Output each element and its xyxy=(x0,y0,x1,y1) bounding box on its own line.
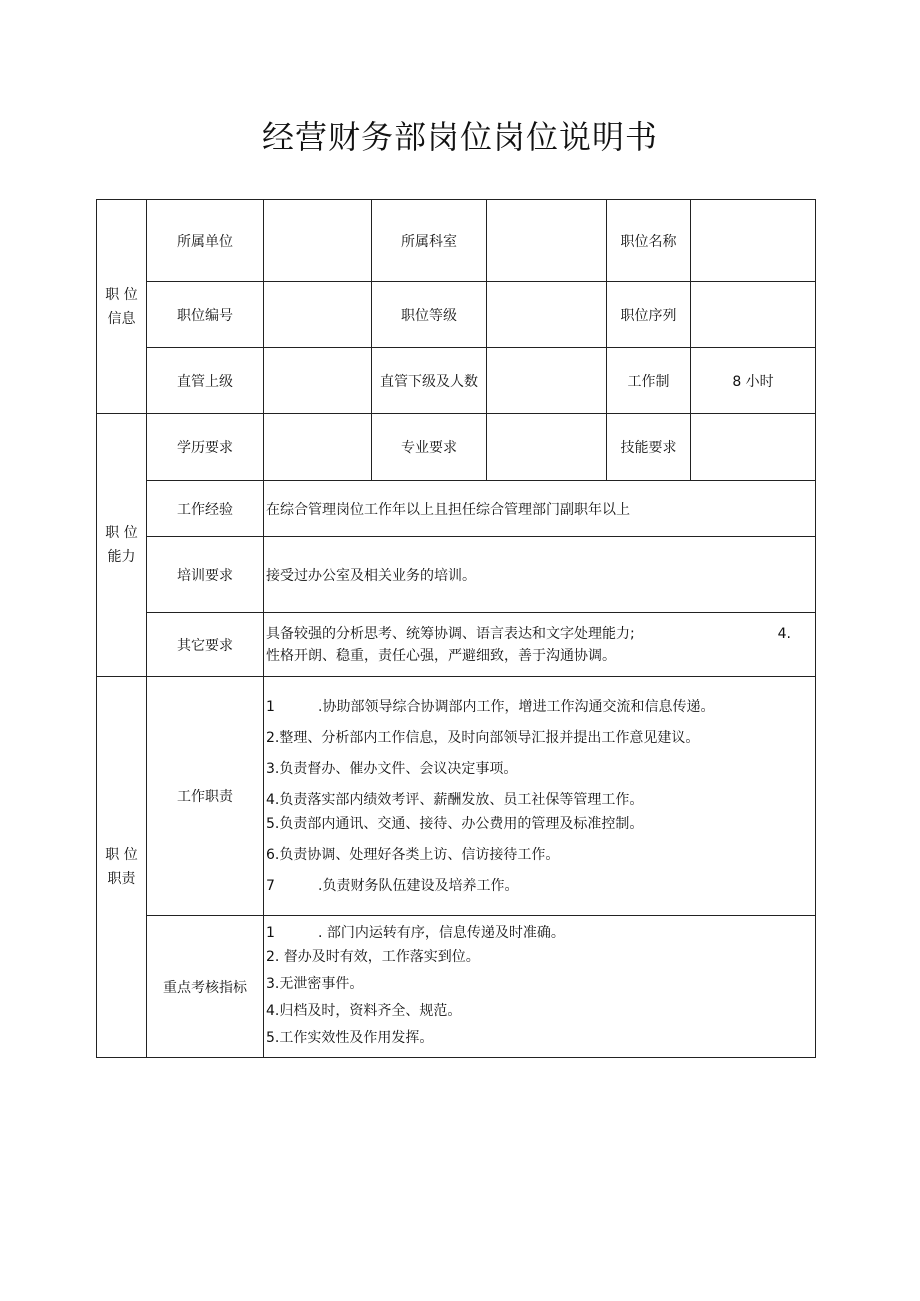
list-item: 2.整理、分析部内工作信息，及时向部领导汇报并提出工作意见建议。 xyxy=(266,729,700,746)
skill-label: 技能要求 xyxy=(607,414,691,481)
list-item: 6.负责协调、处理好各类上访、信访接待工作。 xyxy=(266,846,560,863)
list-item: 4.负责落实部内绩效考评、薪酬发放、员工社保等管理工作。 xyxy=(266,791,644,808)
subordinates-value[interactable] xyxy=(487,348,607,414)
list-item: 1 .协助部领导综合协调部内工作，增进工作沟通交流和信息传递。 xyxy=(266,698,715,715)
other-requirements-line-2: 性格开朗、稳重，责任心强，严避细致，善于沟通协调。 xyxy=(266,647,616,664)
kpi-list xyxy=(264,916,816,1058)
list-item: 5.工作实效性及作用发挥。 xyxy=(266,1030,434,1046)
supervisor-value[interactable] xyxy=(264,348,372,414)
section-label-ability: 职 位 能力 xyxy=(97,414,147,677)
education-value[interactable] xyxy=(264,414,372,481)
work-duties-label: 工作职责 xyxy=(147,677,264,916)
position-grade-value[interactable] xyxy=(487,282,607,348)
other-requirements-value[interactable] xyxy=(264,613,816,677)
experience-label: 工作经验 xyxy=(147,481,264,537)
major-label: 专业要求 xyxy=(372,414,487,481)
work-system-value[interactable]: 8 小时 xyxy=(691,348,816,414)
position-series-value[interactable] xyxy=(691,282,816,348)
training-label: 培训要求 xyxy=(147,537,264,613)
position-no-label: 职位编号 xyxy=(147,282,264,348)
other-requirements-line-1: 具备较强的分析思考、统筹协调、语言表达和文字处理能力; xyxy=(266,625,635,642)
list-item: 4.归档及时，资料齐全、规范。 xyxy=(266,1003,462,1019)
education-label: 学历要求 xyxy=(147,414,264,481)
list-item: 5.负责部内通讯、交通、接待、办公费用的管理及标准控制。 xyxy=(266,815,644,832)
experience-value[interactable]: 在综合管理岗位工作年以上且担任综合管理部门副职年以上 xyxy=(264,481,816,537)
position-grade-label: 职位等级 xyxy=(372,282,487,348)
document-title: 经营财务部岗位岗位说明书 xyxy=(261,118,658,156)
position-no-value[interactable] xyxy=(264,282,372,348)
list-item: 3.无泄密事件。 xyxy=(266,976,364,992)
list-item: 3.负责督办、催办文件、会议决定事项。 xyxy=(266,760,518,777)
section-label-duty: 职 位 职责 xyxy=(97,677,147,1058)
supervisor-label: 直管上级 xyxy=(147,348,264,414)
position-name-value[interactable] xyxy=(691,200,816,282)
list-item: 2. 督办及时有效，工作落实到位。 xyxy=(266,949,480,965)
dept-label: 所属科室 xyxy=(372,200,487,282)
list-item: 1 . 部门内运转有序，信息传递及时准确。 xyxy=(266,925,565,941)
unit-value[interactable] xyxy=(264,200,372,282)
subordinates-label: 直管下级及人数 xyxy=(372,348,487,414)
other-requirements-line-1-number: 4. xyxy=(777,625,791,642)
list-item: 7 .负责财务队伍建设及培养工作。 xyxy=(266,877,519,894)
training-value[interactable]: 接受过办公室及相关业务的培训。 xyxy=(264,537,816,613)
position-name-label: 职位名称 xyxy=(607,200,691,282)
skill-value[interactable] xyxy=(691,414,816,481)
work-duties-list xyxy=(264,677,816,916)
work-system-label: 工作制 xyxy=(607,348,691,414)
section-label-info: 职 位 信息 xyxy=(97,200,147,414)
job-description-table xyxy=(96,199,816,1058)
unit-label: 所属单位 xyxy=(147,200,264,282)
position-series-label: 职位序列 xyxy=(607,282,691,348)
other-requirements-label: 其它要求 xyxy=(147,613,264,677)
major-value[interactable] xyxy=(487,414,607,481)
kpi-label: 重点考核指标 xyxy=(147,916,264,1058)
dept-value[interactable] xyxy=(487,200,607,282)
